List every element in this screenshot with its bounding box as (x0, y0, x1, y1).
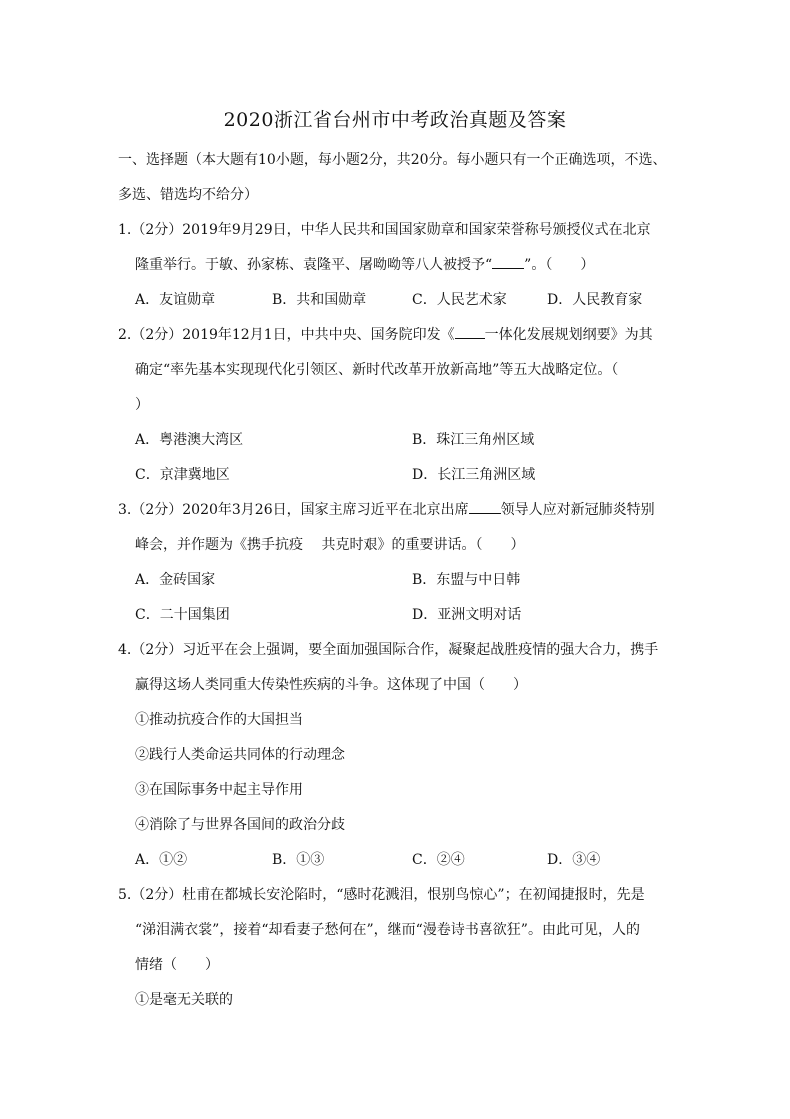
q2-answer-blank (455, 325, 485, 339)
q3-option-a: A．金砖国家 (135, 572, 216, 588)
q4-statement-3: ③在国际事务中起主导作用 (135, 782, 303, 798)
q4-statement-2: ②践行人类命运共同体的行动理念 (135, 747, 345, 763)
q3-option-c: C．二十国集团 (135, 607, 230, 623)
q2-stem-line3: ） (135, 397, 149, 413)
q4-statement-4: ④消除了与世界各国间的政治分歧 (135, 817, 345, 833)
q1-answer-blank (492, 255, 524, 269)
q4-stem-line1: 4.（2分）习近平在会上强调，要全面加强国际合作，凝聚起战胜疫情的强大合力，携手 (118, 642, 659, 658)
q5-stem-line3: 情绪（ ） (135, 957, 219, 973)
q1-stem-line1: 1.（2分）2019年9月29日，中华人民共和国国家勋章和国家荣誉称号颁授仪式在北京 (118, 222, 651, 238)
q4-stem-line2: 赢得这场人类同重大传染性疾病的斗争。这体现了中国（ ） (135, 677, 527, 693)
q2-option-d: D．长江三角洲区域 (412, 467, 536, 483)
q3-stem-tail: 领导人应对新冠肺炎特别 (500, 502, 655, 518)
q2-stem-tail: 一体化发展规划纲要》为其 (484, 327, 653, 343)
q1-stem-text: 隆重举行。于敏、孙家栋、袁隆平、屠呦呦等八人被授予“ (135, 257, 493, 273)
section-heading-line2: 多选、错选均不给分） (118, 187, 258, 203)
q3-answer-blank (469, 500, 501, 514)
q2-option-a: A．粤港澳大湾区 (135, 432, 244, 448)
q5-stem-line2: “涕泪满衣裳”，接着“却看妻子愁何在”，继而“漫卷诗书喜欲狂”。由此可见，人的 (135, 922, 640, 938)
q3-stem-text: 3.（2分）2020年3月26日，国家主席习近平在北京出席 (118, 502, 469, 518)
q2-stem-text: 2.（2分）2019年12月1日，中共中央、国务院印发《 (118, 327, 455, 343)
q2-option-c: C．京津冀地区 (135, 467, 230, 483)
q1-stem-line2 (135, 255, 594, 275)
q2-option-b: B．珠江三角州区域 (412, 432, 535, 448)
q4-option-a: A．①② (135, 852, 188, 868)
document-title: 2020浙江省台州市中考政治真题及答案 (223, 109, 567, 131)
q1-option-a: A．友谊勋章 (135, 292, 216, 308)
q1-stem-tail: ”。（ ） (524, 257, 595, 273)
q4-option-b: B．①③ (272, 852, 325, 868)
q4-option-c: C．②④ (412, 852, 465, 868)
q2-stem-line1 (118, 325, 653, 345)
section-heading-line1: 一、选择题（本大题有10小题，每小题2分，共20分。每小题只有一个正确选项，不选、 (118, 152, 667, 168)
q1-option-d: D．人民教育家 (547, 292, 643, 308)
q3-stem-line1 (118, 500, 655, 520)
q5-stem-line1: 5.（2分）杜甫在都城长安沦陷时，“感时花溅泪，恨别鸟惊心”；在初闻捷报时，先是 (118, 887, 645, 903)
q1-option-c: C．人民艺术家 (412, 292, 507, 308)
q2-stem-line2: 确定“率先基本实现现代化引领区、新时代改革开放新高地”等五大战略定位。（ (135, 362, 619, 378)
q1-option-b: B．共和国勋章 (272, 292, 367, 308)
q4-option-d: D．③④ (547, 852, 601, 868)
q5-statement-1: ①是毫无关联的 (135, 992, 233, 1008)
q3-option-d: D．亚洲文明对话 (412, 607, 522, 623)
q3-option-b: B．东盟与中日韩 (412, 572, 521, 588)
q4-statement-1: ①推动抗疫合作的大国担当 (135, 712, 303, 728)
q3-stem-line2: 峰会，并作题为《携手抗疫 共克时艰》的重要讲话。（ ） (135, 537, 525, 553)
